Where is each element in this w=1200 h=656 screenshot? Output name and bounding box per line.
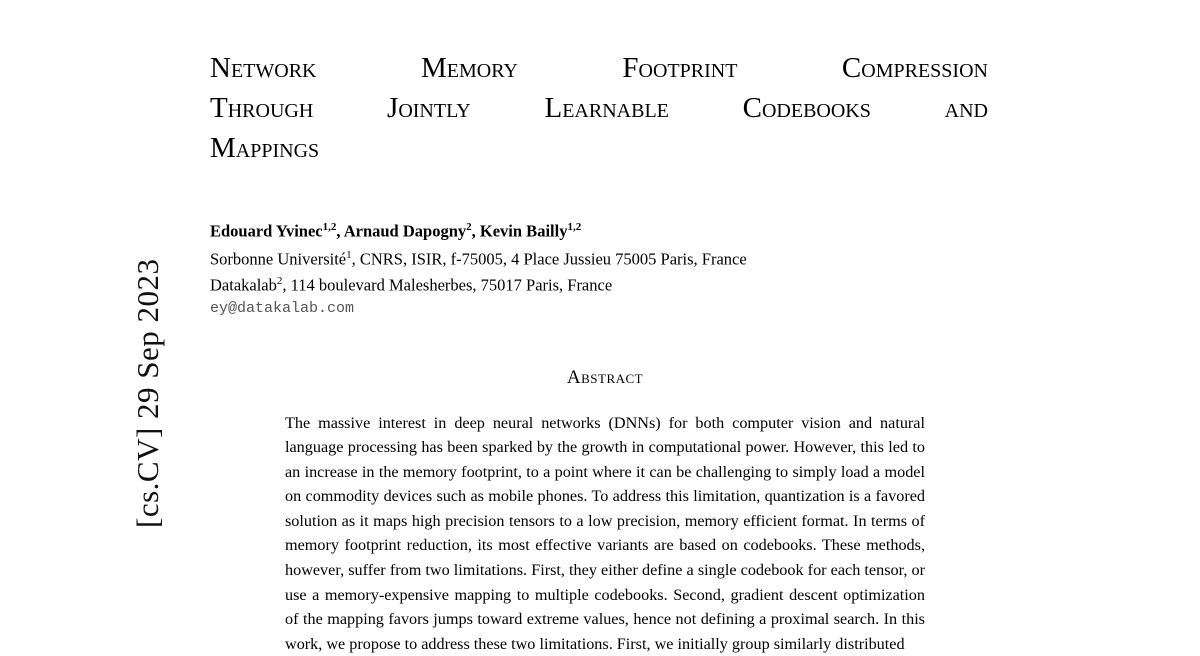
title-word: Footprint — [622, 48, 737, 88]
title-line-1 — [210, 48, 988, 88]
author-affiliation-marker: 1,2 — [323, 221, 337, 233]
author-list — [210, 216, 1000, 243]
title-word: Learnable — [545, 88, 669, 128]
affiliation-address: , CNRS, ISIR, f-75005, 4 Place Jussieu 75005 Paris, France — [352, 249, 747, 268]
title-word: Through — [210, 88, 313, 128]
arxiv-identifier-stamp: [cs.CV] 29 Sep 2023 — [130, 108, 166, 528]
author-affiliation-marker: 1,2 — [567, 221, 581, 233]
abstract-body: The massive interest in deep neural networks (DNNs) for both computer vision and natural language processing has been sparked by the growth in computational power. However, this led to an increase in the memory footprint, to a point where it can be challenging to simply load a model on commodity devices such as mobile phones. To address this limitation, quantization is a favored solution as it maps high precision tensors to a low precision, memory efficient format. In terms of memory footprint reduction, its most effective variants are based on codebooks. These methods, however, suffer from two limitations. First, they either define a single codebook for each tensor, or use a memory-expensive mapping to multiple codebooks. Second, gradient descent optimization of the mapping favors jumps toward extreme values, hence not defining a proximal search. In this work, we propose to address these two limitations. First, we initially group similarly distributed — [285, 411, 925, 656]
title-word: Jointly — [387, 88, 471, 128]
abstract-heading: Abstract — [210, 367, 1000, 389]
author-name: Arnaud Dapogny — [344, 222, 466, 241]
title-word: Memory — [421, 48, 518, 88]
affiliation-marker: 2 — [277, 275, 283, 287]
affiliation-line-1 — [210, 245, 1000, 270]
title-word: Mappings — [210, 132, 319, 164]
author-name: Kevin Bailly — [480, 222, 568, 241]
affiliation-line-2 — [210, 271, 1000, 296]
title-line-2 — [210, 88, 988, 128]
author-affiliation-marker: 2 — [466, 221, 472, 233]
affiliation-marker: 1 — [346, 249, 352, 261]
title-word: Codebooks — [743, 88, 871, 128]
affiliation-institution: Datakalab — [210, 276, 277, 295]
contact-email[interactable]: ey@datakalab.com — [210, 300, 1000, 317]
title-word: Compression — [842, 48, 988, 88]
affiliation-address: , 114 boulevard Malesherbes, 75017 Paris, France — [282, 276, 612, 295]
author-name: Edouard Yvinec — [210, 222, 323, 241]
title-word: Network — [210, 48, 316, 88]
author-separator: , — [336, 222, 343, 241]
title-line-3 — [210, 128, 1000, 168]
page-title — [210, 48, 1000, 168]
paper-content — [210, 0, 1000, 656]
author-separator: , — [472, 222, 480, 241]
title-word: and — [945, 88, 988, 128]
affiliation-institution: Sorbonne Université — [210, 249, 346, 268]
